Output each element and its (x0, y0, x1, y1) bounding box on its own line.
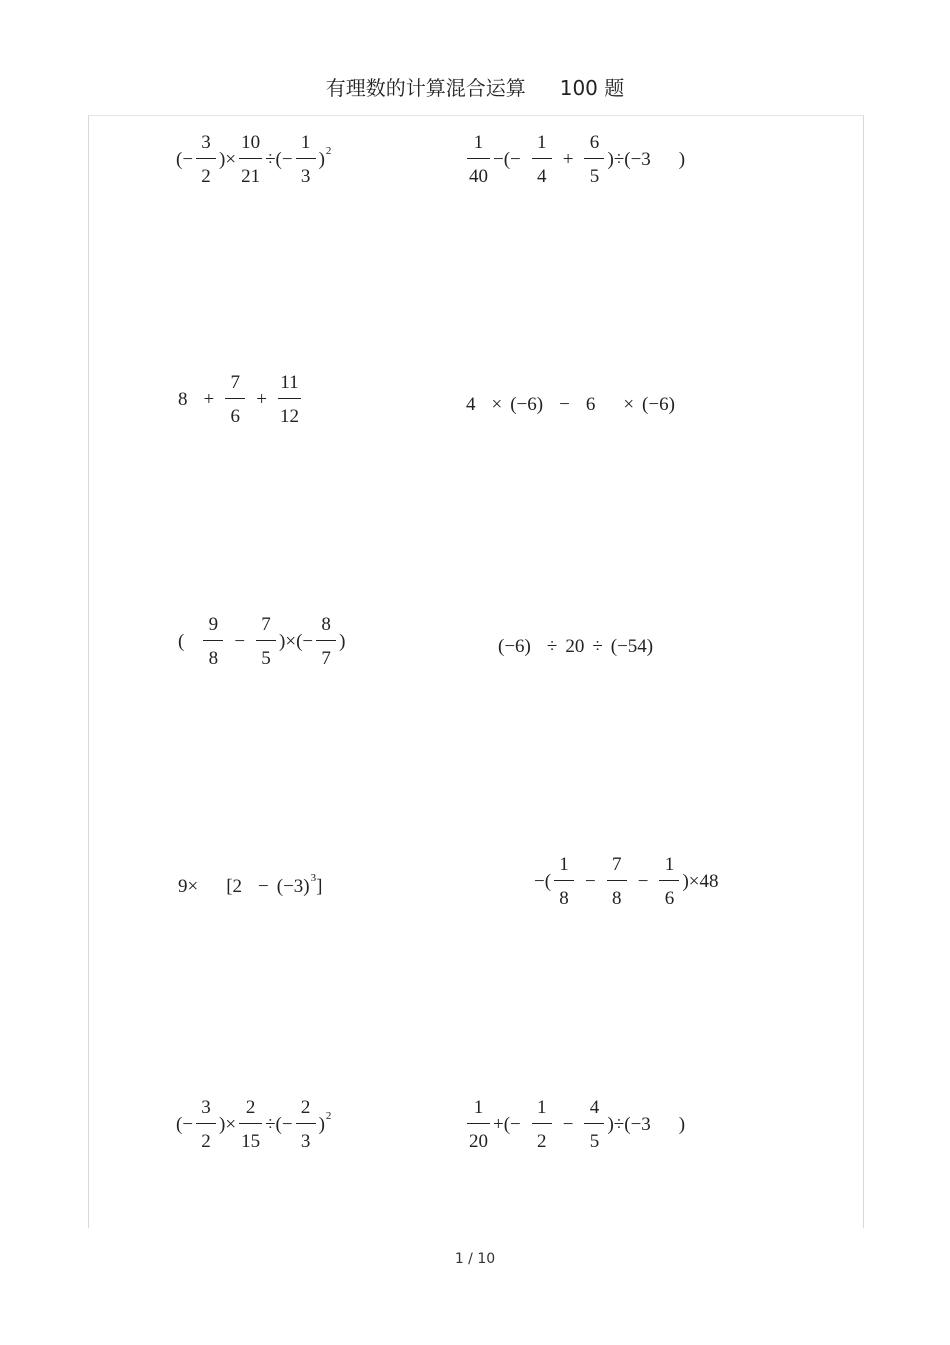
exponent: 3 (310, 872, 317, 884)
operator: ÷(− (265, 1113, 293, 1135)
operator: )÷(−3 (607, 1113, 651, 1135)
denominator: 8 (559, 888, 569, 909)
denominator: 4 (537, 166, 547, 187)
number: (−6) (498, 636, 531, 657)
fraction (225, 373, 245, 426)
numerator: 1 (473, 132, 484, 153)
numerator: 1 (473, 1097, 484, 1118)
denominator: 6 (664, 888, 675, 909)
denominator: 3 (300, 166, 311, 187)
fraction (196, 133, 216, 186)
denominator: 2 (537, 1131, 547, 1152)
fraction (316, 615, 336, 668)
operator: )×(− (279, 630, 314, 652)
operator: ÷ (546, 636, 558, 657)
page-number: 1 / 10 (454, 1251, 496, 1267)
fraction (532, 1098, 552, 1151)
numerator: 3 (201, 132, 211, 153)
operator: )×48 (682, 870, 719, 892)
numerator: 1 (300, 132, 311, 153)
fraction (584, 1098, 604, 1151)
operator: ) (678, 1113, 686, 1135)
number: 6 (585, 394, 596, 415)
operator: − (585, 870, 596, 892)
numerator: 9 (208, 614, 219, 635)
fraction (203, 615, 223, 668)
problem-4 (466, 394, 675, 416)
fraction (554, 855, 574, 908)
number: (−3) (276, 876, 310, 897)
page-title (0, 72, 950, 101)
exponent: 2 (325, 1109, 332, 1122)
number: (−6) (510, 394, 544, 415)
operator: − (562, 1113, 574, 1135)
operator: + (562, 148, 574, 170)
fraction (278, 373, 301, 426)
numerator: 8 (321, 614, 331, 635)
numerator: 1 (537, 1097, 547, 1118)
numerator: 1 (537, 132, 547, 153)
operator: + (203, 388, 215, 410)
fraction (296, 1098, 316, 1151)
numerator: 7 (261, 614, 271, 635)
fraction (584, 133, 604, 186)
operator: )× (219, 1113, 237, 1135)
numerator: 4 (589, 1097, 600, 1118)
numerator: 7 (612, 854, 622, 875)
denominator: 2 (201, 1131, 211, 1152)
denominator: 20 (469, 1131, 488, 1152)
problem-2 (464, 133, 685, 186)
problem-10 (464, 1098, 685, 1151)
denominator: 40 (469, 166, 488, 187)
fraction (659, 855, 679, 908)
denominator: 6 (230, 406, 240, 427)
operator: × (491, 394, 503, 415)
denominator: 2 (201, 166, 211, 187)
exponent: 2 (325, 144, 332, 157)
denominator: 8 (612, 888, 622, 909)
operator: ) (318, 148, 325, 170)
problem-5 (178, 615, 345, 668)
operator: × (623, 394, 635, 415)
operator: −(− (493, 148, 521, 170)
problem-3 (178, 373, 304, 426)
operator: (− (176, 148, 194, 170)
operator: )× (219, 148, 237, 170)
denominator: 5 (589, 166, 600, 187)
operator: − (258, 876, 269, 897)
fraction (196, 1098, 216, 1151)
fraction (467, 1098, 490, 1151)
problem-7 (178, 872, 323, 898)
denominator: 3 (300, 1131, 311, 1152)
fraction (239, 133, 262, 186)
fraction (296, 133, 316, 186)
numerator: 1 (559, 854, 569, 875)
numerator: 10 (241, 132, 261, 153)
operator: ( (178, 630, 185, 652)
numerator: 11 (280, 372, 299, 393)
operator: + (256, 388, 267, 410)
operator: +(− (493, 1113, 521, 1135)
operator: ÷(− (265, 148, 293, 170)
operator: − (637, 870, 649, 892)
numerator: 2 (245, 1097, 256, 1118)
denominator: 8 (208, 648, 219, 669)
operator: ) (678, 148, 686, 170)
number: (−54) (610, 636, 654, 657)
fraction (467, 133, 490, 186)
operator: ÷ (592, 636, 603, 657)
numerator: 7 (230, 372, 240, 393)
problem-1 (176, 133, 331, 186)
title-text: 有理数的计算混合运算 (325, 76, 526, 100)
numerator: 3 (201, 1097, 211, 1118)
problem-8 (534, 855, 719, 908)
operator: (− (176, 1113, 194, 1135)
fraction (607, 855, 627, 908)
number: 4 (466, 394, 476, 415)
title-count: 100 题 (559, 76, 625, 100)
operator: )÷(−3 (607, 148, 651, 170)
operator: − (234, 630, 246, 652)
numerator: 1 (664, 854, 675, 875)
number: 20 (565, 636, 585, 657)
numerator: 6 (589, 132, 600, 153)
number: 9× (178, 876, 199, 897)
denominator: 5 (589, 1131, 600, 1152)
problem-9 (176, 1098, 331, 1151)
fraction (239, 1098, 262, 1151)
operator: ) (318, 1113, 325, 1135)
fraction (256, 615, 276, 668)
denominator: 15 (241, 1131, 261, 1152)
problem-6 (498, 636, 653, 658)
fraction (532, 133, 552, 186)
denominator: 21 (241, 166, 261, 187)
numerator: 2 (300, 1097, 311, 1118)
operator: ) (339, 630, 346, 652)
operator: −( (534, 870, 552, 892)
denominator: 7 (321, 648, 331, 669)
number: 8 (178, 388, 188, 410)
number: [2 (226, 876, 243, 897)
denominator: 12 (279, 406, 299, 427)
operator: ] (316, 876, 323, 897)
operator: − (559, 394, 570, 415)
content-frame (88, 115, 864, 1228)
denominator: 5 (261, 648, 271, 669)
number: (−6) (642, 394, 675, 415)
